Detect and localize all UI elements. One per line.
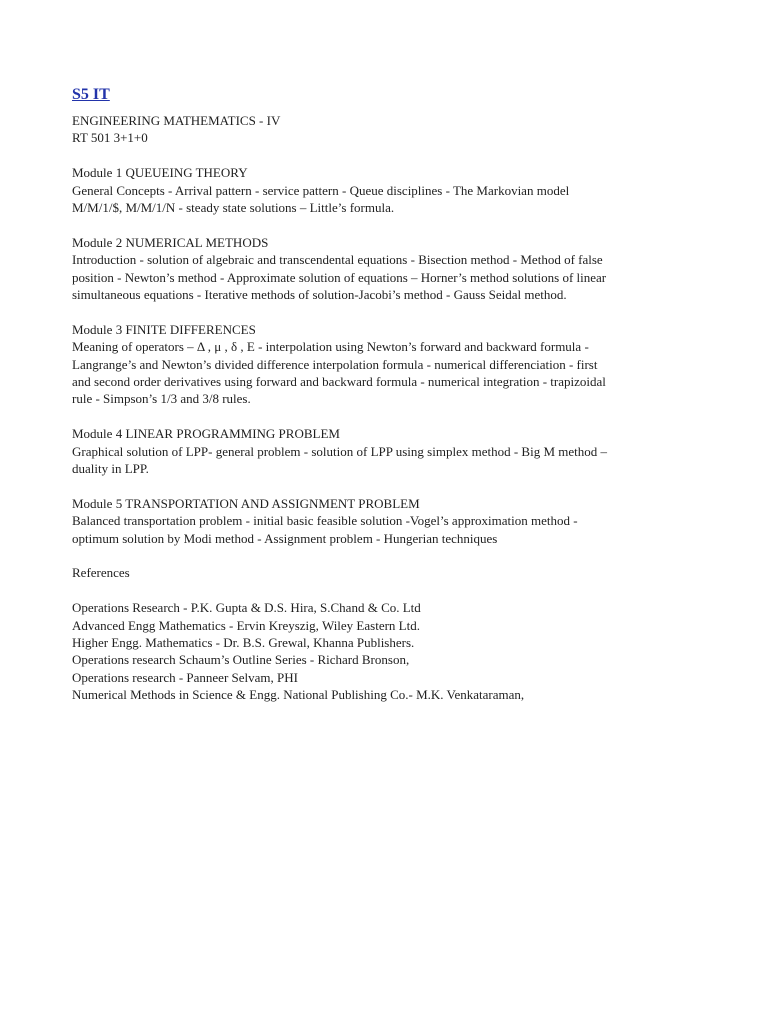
module-line: duality in LPP. bbox=[72, 461, 149, 477]
module-4 bbox=[72, 425, 700, 477]
module-title: Module 4 LINEAR PROGRAMMING PROBLEM bbox=[72, 426, 340, 442]
module-5 bbox=[72, 495, 700, 547]
module-3 bbox=[72, 321, 700, 408]
reference-item: Operations Research - P.K. Gupta & D.S. Hira, S.Chand & Co. Ltd bbox=[72, 600, 421, 616]
module-title: Module 3 FINITE DIFFERENCES bbox=[72, 321, 256, 337]
module-line: General Concepts - Arrival pattern - service pattern - Queue disciplines - The Markovian model bbox=[72, 182, 570, 198]
spacer bbox=[72, 303, 700, 320]
page-heading-link[interactable]: S5 IT bbox=[72, 86, 110, 103]
spacer bbox=[72, 582, 700, 599]
reference-item: Higher Engg. Mathematics - Dr. B.S. Grewal, Khanna Publishers. bbox=[72, 635, 415, 651]
references-list bbox=[72, 599, 700, 703]
references-heading: References bbox=[72, 565, 130, 581]
module-title: Module 2 NUMERICAL METHODS bbox=[72, 234, 269, 250]
module-line: position - Newton’s method - Approximate solution of equations – Horner’s method solutions of linear bbox=[72, 269, 607, 285]
module-2 bbox=[72, 234, 700, 304]
module-title: Module 5 TRANSPORTATION AND ASSIGNMENT PROBLEM bbox=[72, 495, 420, 511]
course-title: ENGINEERING MATHEMATICS - IV bbox=[72, 113, 281, 128]
module-line: Balanced transportation problem - initial basic feasible solution -Vogel’s approximation method - bbox=[72, 513, 578, 529]
module-line: Langrange’s and Newton’s divided difference interpolation formula - numerical differenciation - first bbox=[72, 356, 598, 372]
module-line: rule - Simpson’s 1/3 and 3/8 rules. bbox=[72, 391, 251, 407]
spacer bbox=[72, 477, 700, 494]
spacer bbox=[72, 216, 700, 233]
document-page bbox=[72, 86, 700, 704]
spacer bbox=[72, 408, 700, 425]
module-line: optimum solution by Modi method - Assignment problem - Hungerian techniques bbox=[72, 530, 498, 546]
module-title: Module 1 QUEUEING THEORY bbox=[72, 165, 248, 181]
module-line: and second order derivatives using forward and backward formula - numerical integration - trapizoidal bbox=[72, 374, 606, 390]
module-1 bbox=[72, 164, 700, 216]
reference-item: Operations research Schaum’s Outline Series - Richard Bronson, bbox=[72, 652, 410, 668]
spacer bbox=[72, 547, 700, 564]
module-line: Graphical solution of LPP- general problem - solution of LPP using simplex method - Big M method – bbox=[72, 443, 607, 459]
module-line: Meaning of operators – Δ , μ , δ , E - interpolation using Newton’s forward and backward formula - bbox=[72, 339, 589, 355]
module-line: simultaneous equations - Iterative methods of solution-Jacobi’s method - Gauss Seidal method. bbox=[72, 287, 567, 303]
spacer bbox=[72, 147, 700, 164]
module-line: Introduction - solution of algebraic and transcendental equations - Bisection method - Method of false bbox=[72, 252, 603, 268]
module-line: M/M/1/$, M/M/1/N - steady state solutions – Little’s formula. bbox=[72, 200, 395, 216]
reference-item: Operations research - Panneer Selvam, PHI bbox=[72, 669, 298, 685]
reference-item: Advanced Engg Mathematics - Ervin Kreyszig, Wiley Eastern Ltd. bbox=[72, 617, 420, 633]
reference-item: Numerical Methods in Science & Engg. National Publishing Co.- M.K. Venkataraman, bbox=[72, 687, 525, 703]
course-code: RT 501 3+1+0 bbox=[72, 130, 148, 146]
